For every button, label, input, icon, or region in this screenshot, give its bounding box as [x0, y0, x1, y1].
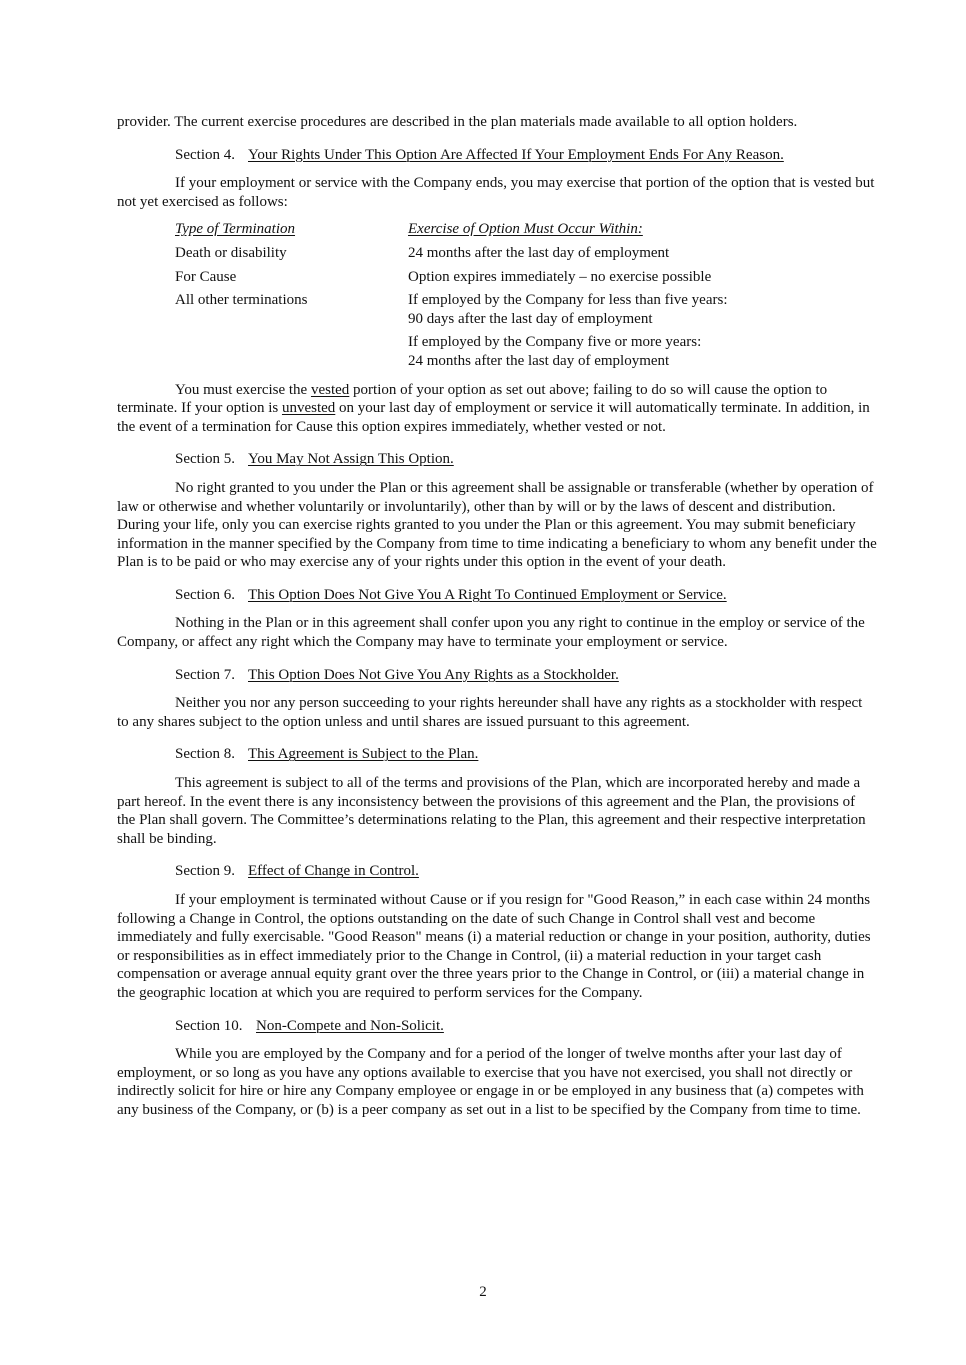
section-5-number: Section 5. [175, 451, 235, 468]
section-4-number: Section 4. [175, 146, 235, 163]
text-run: portion of your option as set out above; failing to do so will cause the option to terminate. If your option is [117, 381, 828, 417]
termination-table-header [175, 220, 728, 239]
section-4-paragraph-2 [117, 381, 877, 437]
section-8-title: This Agreement is Subject to the Plan. [248, 746, 479, 763]
document-body [117, 113, 877, 1120]
section-10-heading [117, 1017, 877, 1036]
section-9-number: Section 9. [175, 863, 235, 880]
exercise-period: 24 months after the last day of employment [408, 244, 670, 261]
exercise-period-condition: If employed by the Company for less than five years: [408, 292, 728, 309]
table-row [175, 328, 728, 370]
section-6-body: Nothing in the Plan or in this agreement shall confer upon you any right to continue in the employ or service of the Company, or affect any right which the Company may have to terminate your employment or service. [117, 615, 865, 651]
table-row [175, 263, 728, 287]
termination-type: For Cause [175, 268, 237, 285]
exercise-period-condition: If employed by the Company five or more years: [408, 334, 702, 351]
exercise-period: 24 months after the last day of employment [408, 352, 670, 369]
section-5-heading [117, 450, 877, 469]
header-exercise-within: Exercise of Option Must Occur Within: [408, 221, 643, 238]
section-10-number: Section 10. [175, 1017, 243, 1034]
termination-type [175, 328, 408, 370]
section-7-title: This Option Does Not Give You Any Rights as a Stockholder. [248, 666, 619, 683]
text-run: You must exercise the [175, 381, 311, 398]
section-8-body: This agreement is subject to all of the terms and provisions of the Plan, which are incorporated hereby and made a part hereof. In the event there is any inconsistency between the provisions of this agreement and the Plan, the provisions of the Plan shall govern. The Committee’s determinations relating to the Plan, this agreement and their respective interpretation shall be binding. [117, 775, 866, 847]
section-8-heading [117, 745, 877, 764]
page-number: 2 [479, 1284, 487, 1300]
table-row [175, 286, 728, 328]
exercise-period: Option expires immediately – no exercise possible [408, 268, 712, 285]
section-6-heading [117, 586, 877, 605]
section-6-title: This Option Does Not Give You A Right To Continued Employment or Service. [248, 586, 727, 603]
section-9-heading [117, 862, 877, 881]
termination-table [175, 220, 728, 370]
termination-type: Death or disability [175, 244, 287, 261]
section-9-body: If your employment is terminated without Cause or if you resign for "Good Reason,” in each case within 24 months following a Change in Control, the options outstanding on the date of such Change in Control shall vest and become immediately and fully exercisable. "Good Reason" means (i) a material reduction or change in your position, authority, duties or responsibilities as in effect immediately prior to the Change in Control, (ii) a material reduction in your target cash compensation or average annual equity grant over the three years prior to the Change in Control, or (iii) a material change in the geographic location at which you are required to perform services for the Company. [117, 892, 871, 1001]
section-4-paragraph-1: If your employment or service with the Company ends, you may exercise that portion of the option that is vested but not yet exercised as follows: [117, 175, 875, 210]
exercise-period: 90 days after the last day of employment [408, 310, 653, 327]
header-type-of-termination: Type of Termination [175, 221, 296, 238]
section-5-body: No right granted to you under the Plan or this agreement shall be assignable or transferable (whether by operation of law or otherwise and whether voluntarily or involuntarily), other than by will or by the laws of descent and distribution. During your life, only you can exercise rights granted to you under the Plan or this agreement. You may submit beneficiary information in the manner specified by the Company from time to time indicating a beneficiary to whom any benefit under the Plan is to be paid or who may exercise any of your rights under this option in the event of your death. [117, 479, 877, 571]
intro-paragraph: provider. The current exercise procedures are described in the plan materials made available to all option holders. [117, 114, 798, 130]
unvested-term: unvested [281, 400, 336, 417]
section-7-body: Neither you nor any person succeeding to your rights hereunder shall have any rights as a stockholder with respect to any shares subject to the option unless and until shares are issued pursuant to this agreement. [117, 695, 863, 730]
section-6-number: Section 6. [175, 586, 235, 603]
section-7-heading [117, 666, 877, 685]
section-10-title: Non-Compete and Non-Solicit. [256, 1017, 444, 1034]
section-7-number: Section 7. [175, 666, 235, 683]
section-4-heading [117, 146, 877, 165]
text-run: on your last day of employment or service it will automatically terminate. In addition, in the event of a termination for Cause this option expires immediately, whether vested or not. [117, 400, 870, 435]
section-5-title: You May Not Assign This Option. [248, 451, 454, 468]
section-4-title: Your Rights Under This Option Are Affected If Your Employment Ends For Any Reason. [248, 146, 784, 163]
section-8-number: Section 8. [175, 746, 235, 763]
vested-term: vested [310, 381, 350, 398]
section-9-title: Effect of Change in Control. [248, 863, 419, 880]
table-row [175, 239, 728, 263]
section-10-body: While you are employed by the Company and for a period of the longer of twelve months after your last day of employment, or so long as you have any options available to exercise that you have not exercised, you shall not directly or indirectly solicit for hire or hire any Company employee or engage in or be employed in any business that (a) competes with any business of the Company, or (b) is a peer company as set out in a list to be specified by the Company from time to time. [117, 1046, 864, 1118]
termination-type: All other terminations [175, 292, 308, 309]
